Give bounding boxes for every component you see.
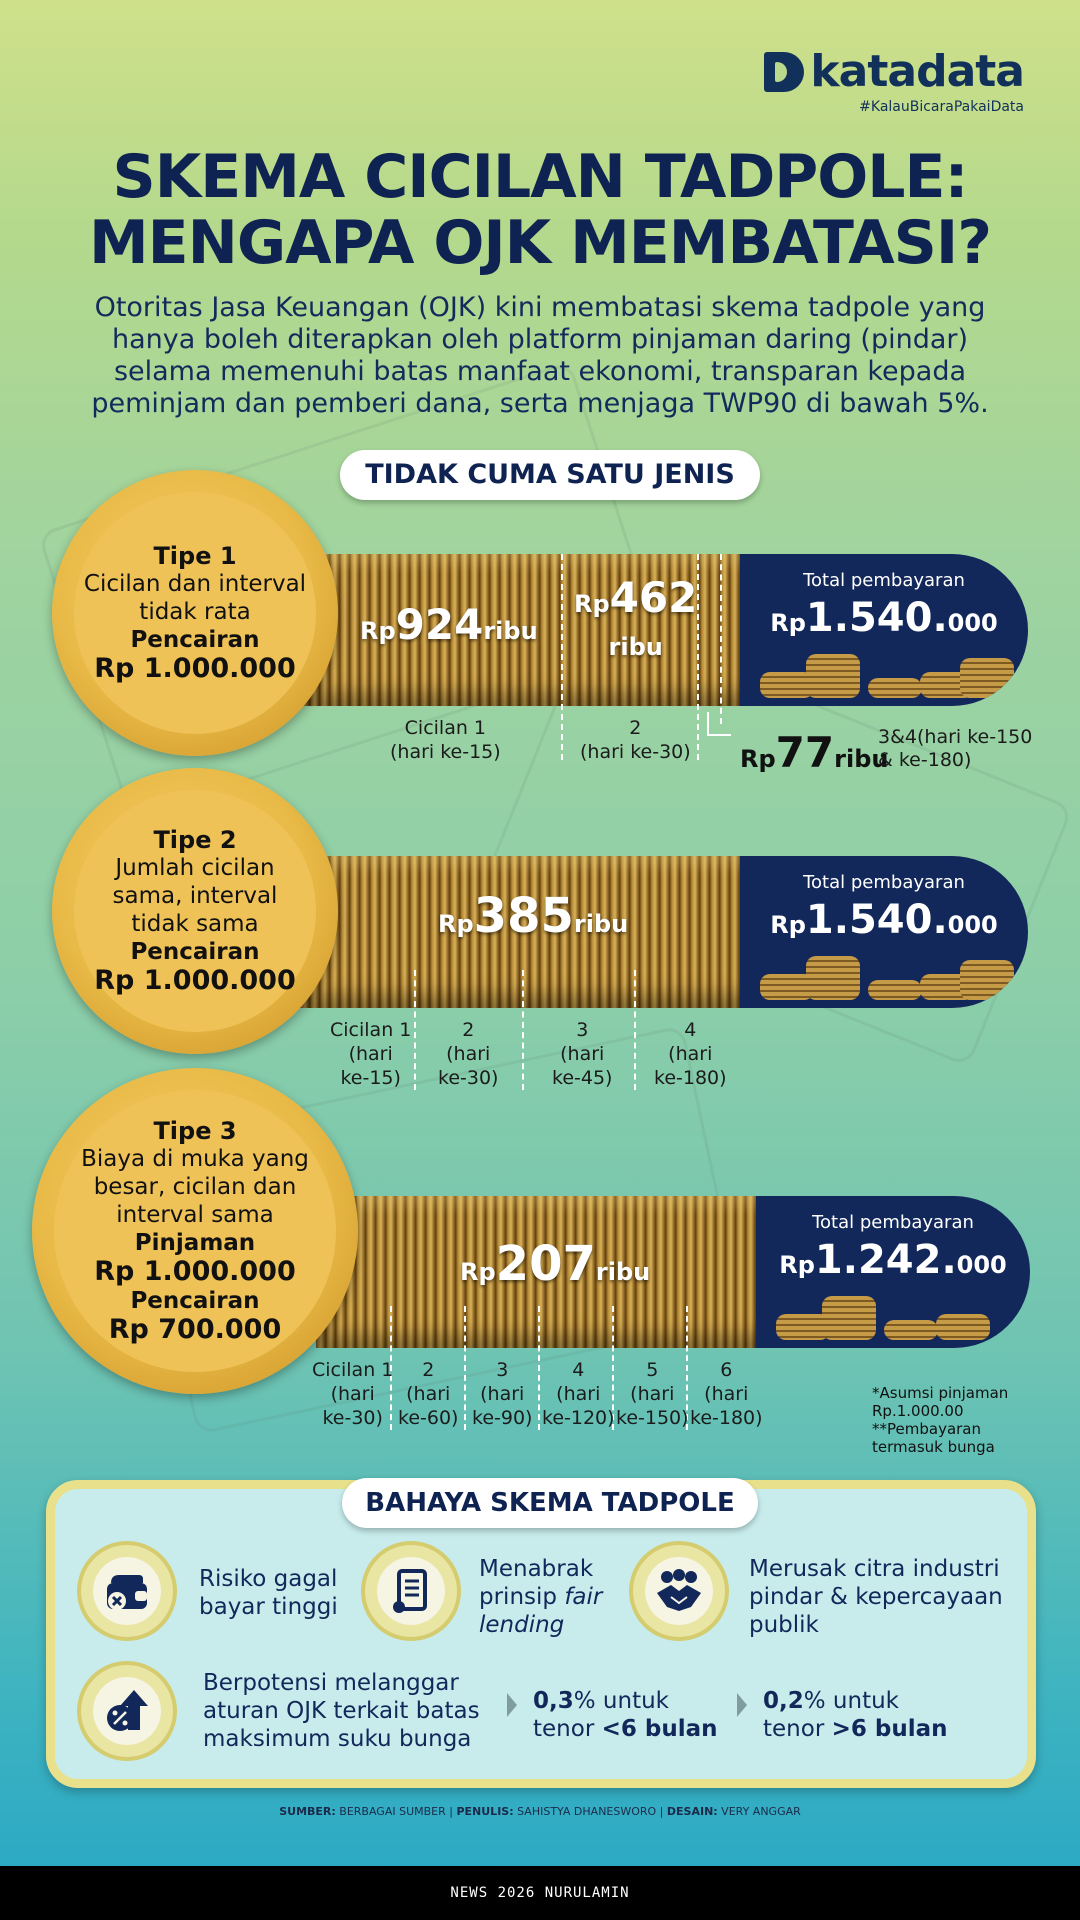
- section-title-dangers: [342, 1478, 758, 1528]
- intro-text: Otoritas Jasa Keuangan (OJK) kini membatasi skema tadpole yang hanya boleh diterapkan oleh platform pinjaman daring (pindar) selama memenuhi batas manfaat ekonomi, transparan kepada peminjam dan pemberi dana, serta menjaga TWP90 di bawah 5%.: [91, 292, 989, 419]
- katadata-logo: [764, 46, 1024, 115]
- danger-line: lending: [479, 1612, 565, 1638]
- designer-value: VERY ANGGAR: [717, 1805, 801, 1818]
- total-main-tipe-1: 1.540.: [805, 595, 948, 641]
- installment-label-tipe-1-1: [390, 716, 501, 764]
- coin-tipe-1: [52, 470, 338, 756]
- total-small-tipe-3: 000: [956, 1251, 1007, 1279]
- tipe-2-desc: tidak sama: [131, 911, 259, 937]
- amount-rp: Rp: [460, 1258, 496, 1286]
- installment-label-tipe-3-1: [312, 1358, 393, 1430]
- divider-line: [464, 1306, 466, 1430]
- installment-label-tipe-2-1: [330, 1018, 411, 1090]
- brand-tagline: #KalauBicaraPakaiData: [859, 99, 1024, 115]
- designer-label: DESAIN:: [666, 1805, 718, 1818]
- total-label-tipe-2: Total pembayaran: [803, 872, 965, 893]
- installment-label-tipe-3-2: [398, 1358, 458, 1430]
- installment-line: ke-150): [616, 1407, 689, 1429]
- installment-line: ke-45): [552, 1067, 613, 1089]
- chevron-right-icon: [507, 1693, 517, 1717]
- installment-line: (hari: [406, 1383, 451, 1405]
- tipe-3-desc: besar, cicilan dan: [93, 1174, 297, 1200]
- installment-label-tipe-1-2: [580, 716, 691, 764]
- amount-unit: ribu: [595, 1258, 651, 1286]
- wallet-icon: [103, 1569, 151, 1613]
- scroll-icon: [389, 1567, 433, 1615]
- total-box-tipe-1: [740, 554, 1028, 706]
- coin-text-tipe-2: [74, 790, 316, 1032]
- total-amount-tipe-3: [756, 1237, 1030, 1283]
- installment-label-tipe-3-6: [690, 1358, 763, 1430]
- tipe-3-pencairan-value: Rp 700.000: [108, 1314, 282, 1345]
- installment-line: Cicilan 1: [312, 1359, 394, 1381]
- installment-line: 4: [572, 1359, 585, 1381]
- note-line: termasuk bunga: [872, 1438, 995, 1456]
- rate-2-text: [763, 1687, 948, 1743]
- total-label-tipe-1: Total pembayaran: [803, 570, 965, 591]
- title-line-2: MENGAPA OJK MEMBATASI?: [88, 208, 992, 278]
- danger-word: prinsip: [479, 1584, 565, 1610]
- total-small-tipe-2: 000: [947, 911, 998, 939]
- amount-rp: Rp: [360, 617, 396, 645]
- danger-4-text: [203, 1669, 480, 1753]
- danger-line: pindar & kepercayaan: [749, 1584, 1003, 1610]
- divider-line: [720, 554, 722, 724]
- installment-line: (hari: [630, 1383, 675, 1405]
- tipe-3-desc: interval sama: [116, 1202, 274, 1228]
- tipe-2-label: Tipe 2: [153, 826, 237, 854]
- chevron-right-icon: [737, 1693, 747, 1717]
- danger-line: bayar tinggi: [199, 1594, 338, 1620]
- installment-line: 2: [629, 717, 642, 739]
- amount-tipe-3: [460, 1236, 650, 1292]
- brand-name: katadata: [810, 46, 1024, 97]
- tipe-1-label: Tipe 1: [153, 542, 237, 570]
- handshake-people-icon: [653, 1567, 705, 1615]
- tipe-1-desc: tidak rata: [139, 599, 251, 625]
- amount-unit: ribu: [608, 633, 663, 661]
- installment-line: (hari: [446, 1043, 491, 1065]
- note-line: **Pembayaran: [872, 1420, 981, 1438]
- installment-label-tipe-2-2: [438, 1018, 498, 1090]
- amount-value: 462: [609, 573, 698, 622]
- installment-line: ke-180): [654, 1067, 727, 1089]
- installment-line: 3: [576, 1019, 589, 1041]
- handshake-icon-circle: [629, 1541, 729, 1641]
- rate-1-line-2: [533, 1715, 718, 1743]
- installment-line: Cicilan 1: [330, 1019, 412, 1041]
- divider-line: [414, 970, 416, 1090]
- installment-line: 4: [684, 1019, 697, 1041]
- tipe-2-pencairan-value: Rp 1.000.000: [94, 965, 296, 996]
- tipe-3-pinjaman-label: Pinjaman: [134, 1230, 256, 1256]
- coin-tipe-3: [32, 1068, 358, 1394]
- total-main-tipe-3: 1.242.: [814, 1237, 957, 1283]
- divider-line: [522, 970, 524, 1090]
- danger-line: aturan OJK terkait batas: [203, 1698, 480, 1724]
- amount-rp: Rp: [574, 590, 610, 618]
- divider-line: [697, 554, 699, 760]
- amount-value: 77: [775, 728, 835, 777]
- footer-text: NEWS 2026 NURULAMIN: [450, 1885, 630, 1901]
- tipe-1-pencairan-label: Pencairan: [130, 627, 260, 653]
- rate-1-tenor: tenor: [533, 1716, 602, 1742]
- danger-line: Berpotensi melanggar: [203, 1670, 459, 1696]
- coin-text-tipe-3: [54, 1090, 336, 1372]
- title-line-1: SKEMA CICILAN TADPOLE:: [112, 142, 968, 212]
- coin-tipe-2: [52, 768, 338, 1054]
- divider-line: [538, 1306, 540, 1430]
- tipe-2-desc: sama, interval: [112, 883, 278, 909]
- mini-coins-icon: [760, 952, 1008, 1000]
- interest-rate-up-icon: [102, 1686, 152, 1736]
- total-main-tipe-2: 1.540.: [805, 897, 948, 943]
- installment-line: (hari: [348, 1043, 393, 1065]
- total-amount-tipe-2: [740, 897, 1028, 943]
- danger-line: [479, 1583, 602, 1611]
- source-label: SUMBER:: [279, 1805, 336, 1818]
- amount-tipe-2: [438, 888, 628, 944]
- installment-line: (hari: [480, 1383, 525, 1405]
- installment-line: ke-60): [398, 1407, 459, 1429]
- rate-2-value: 0,2: [763, 1688, 804, 1714]
- coin-text-tipe-1: [74, 492, 316, 734]
- installment-line: 6: [720, 1359, 733, 1381]
- assumption-note: [872, 1384, 1008, 1456]
- installment-line: 3&4(hari ke-150: [878, 726, 1033, 748]
- source-credits: [0, 1805, 1080, 1818]
- section-title-dangers-label: BAHAYA SKEMA TADPOLE: [365, 1488, 735, 1518]
- installment-label-tipe-3-3: [472, 1358, 532, 1430]
- total-box-tipe-3: [756, 1196, 1030, 1348]
- rate-1-text: [533, 1687, 718, 1743]
- danger-line: publik: [749, 1612, 819, 1638]
- katadata-logo-mark: [764, 52, 804, 92]
- installment-label-tipe-3-4: [542, 1358, 615, 1430]
- rate-2-cond: >6 bulan: [831, 1716, 948, 1742]
- installment-label-tipe-3-5: [616, 1358, 689, 1430]
- mini-coins-icon: [760, 650, 1008, 698]
- footer-bar: [0, 1866, 1080, 1920]
- rate-2-line-2: [763, 1715, 948, 1743]
- tipe-1-pencairan-value: Rp 1.000.000: [94, 653, 296, 684]
- rate-1-cond: <6 bulan: [601, 1716, 718, 1742]
- amount-value: 924: [395, 600, 484, 649]
- installment-line: (hari: [556, 1383, 601, 1405]
- installment-line: ke-15): [340, 1067, 401, 1089]
- bracket-line: [707, 712, 731, 736]
- interest-up-icon-circle: [77, 1661, 177, 1761]
- rate-2-line-1: [763, 1687, 948, 1715]
- total-label-tipe-3: Total pembayaran: [812, 1212, 974, 1233]
- amount-rp: Rp: [438, 910, 474, 938]
- total-box-tipe-2: [740, 856, 1028, 1008]
- danger-line: Risiko gagal: [199, 1566, 338, 1592]
- amount-unit: ribu: [483, 617, 538, 645]
- installment-line: (hari: [704, 1383, 749, 1405]
- installment-line: (hari: [560, 1043, 605, 1065]
- total-rp-tipe-2: Rp: [770, 911, 806, 939]
- amount-unit: ribu: [573, 910, 629, 938]
- amount-tipe-1-cicilan-3-4: [740, 728, 888, 777]
- source-value: BERBAGAI SUMBER |: [335, 1805, 457, 1818]
- amount-tipe-1-cicilan-1: [360, 600, 538, 649]
- installment-line: & ke-180): [878, 749, 972, 771]
- amount-tipe-1-cicilan-2: [574, 573, 698, 670]
- installment-line: Cicilan 1: [404, 717, 487, 739]
- tipe-2-desc: Jumlah cicilan: [115, 855, 275, 881]
- note-line: *Asumsi pinjaman: [872, 1384, 1009, 1402]
- danger-word-italic: fair: [564, 1584, 603, 1610]
- writer-label: PENULIS:: [456, 1805, 514, 1818]
- tipe-2-pencairan-label: Pencairan: [130, 939, 260, 965]
- installment-line: 5: [646, 1359, 659, 1381]
- total-rp-tipe-1: Rp: [770, 609, 806, 637]
- installment-line: 2: [462, 1019, 475, 1041]
- installment-line: ke-30): [438, 1067, 499, 1089]
- section-title-types: [340, 450, 760, 500]
- writer-value: SAHISTYA DHANESWORO |: [513, 1805, 667, 1818]
- installment-line: ke-180): [690, 1407, 763, 1429]
- danger-line: maksimum suku bunga: [203, 1726, 472, 1752]
- installment-line: (hari ke-15): [390, 741, 501, 763]
- wallet-icon-circle: [77, 1541, 177, 1641]
- danger-line: Merusak citra industri: [749, 1556, 1000, 1582]
- installment-line: 3: [496, 1359, 509, 1381]
- divider-line: [561, 554, 563, 760]
- note-line: Rp.1.000.00: [872, 1402, 964, 1420]
- rate-1-pct: % untuk: [573, 1688, 669, 1714]
- installment-label-tipe-1-3: [878, 726, 1032, 772]
- tipe-1-desc: Cicilan dan interval: [83, 571, 307, 597]
- total-rp-tipe-3: Rp: [779, 1251, 815, 1279]
- rate-2-tenor: tenor: [763, 1716, 832, 1742]
- divider-line: [634, 970, 636, 1090]
- mini-coins-icon: [776, 1292, 1010, 1340]
- installment-line: (hari: [668, 1043, 713, 1065]
- page-title: [0, 144, 1080, 276]
- rate-1-line-1: [533, 1687, 718, 1715]
- amount-value: 207: [495, 1236, 596, 1292]
- installment-line: (hari ke-30): [580, 741, 691, 763]
- amount-rp: Rp: [740, 745, 776, 773]
- amount-value: 385: [473, 888, 574, 944]
- tipe-3-pencairan-label: Pencairan: [130, 1288, 260, 1314]
- danger-2-text: [479, 1555, 602, 1639]
- installment-line: 2: [422, 1359, 435, 1381]
- installment-line: ke-30): [322, 1407, 383, 1429]
- scroll-icon-circle: [361, 1541, 461, 1641]
- tipe-3-desc: Biaya di muka yang: [81, 1146, 309, 1172]
- rate-2-pct: % untuk: [803, 1688, 899, 1714]
- installment-line: ke-90): [472, 1407, 533, 1429]
- danger-3-text: [749, 1555, 1003, 1639]
- total-amount-tipe-1: [740, 595, 1028, 641]
- amount-unit: ribu: [834, 745, 889, 773]
- installment-line: ke-120): [542, 1407, 615, 1429]
- tipe-3-label: Tipe 3: [153, 1117, 237, 1145]
- danger-line: Menabrak: [479, 1556, 594, 1582]
- tipe-3-pinjaman-value: Rp 1.000.000: [94, 1256, 296, 1287]
- danger-1-text: [199, 1565, 338, 1621]
- rate-1-value: 0,3: [533, 1688, 574, 1714]
- installment-line: (hari: [330, 1383, 375, 1405]
- total-small-tipe-1: 000: [947, 609, 998, 637]
- installment-label-tipe-2-3: [552, 1018, 612, 1090]
- section-title-types-label: TIDAK CUMA SATU JENIS: [365, 459, 735, 490]
- installment-label-tipe-2-4: [654, 1018, 727, 1090]
